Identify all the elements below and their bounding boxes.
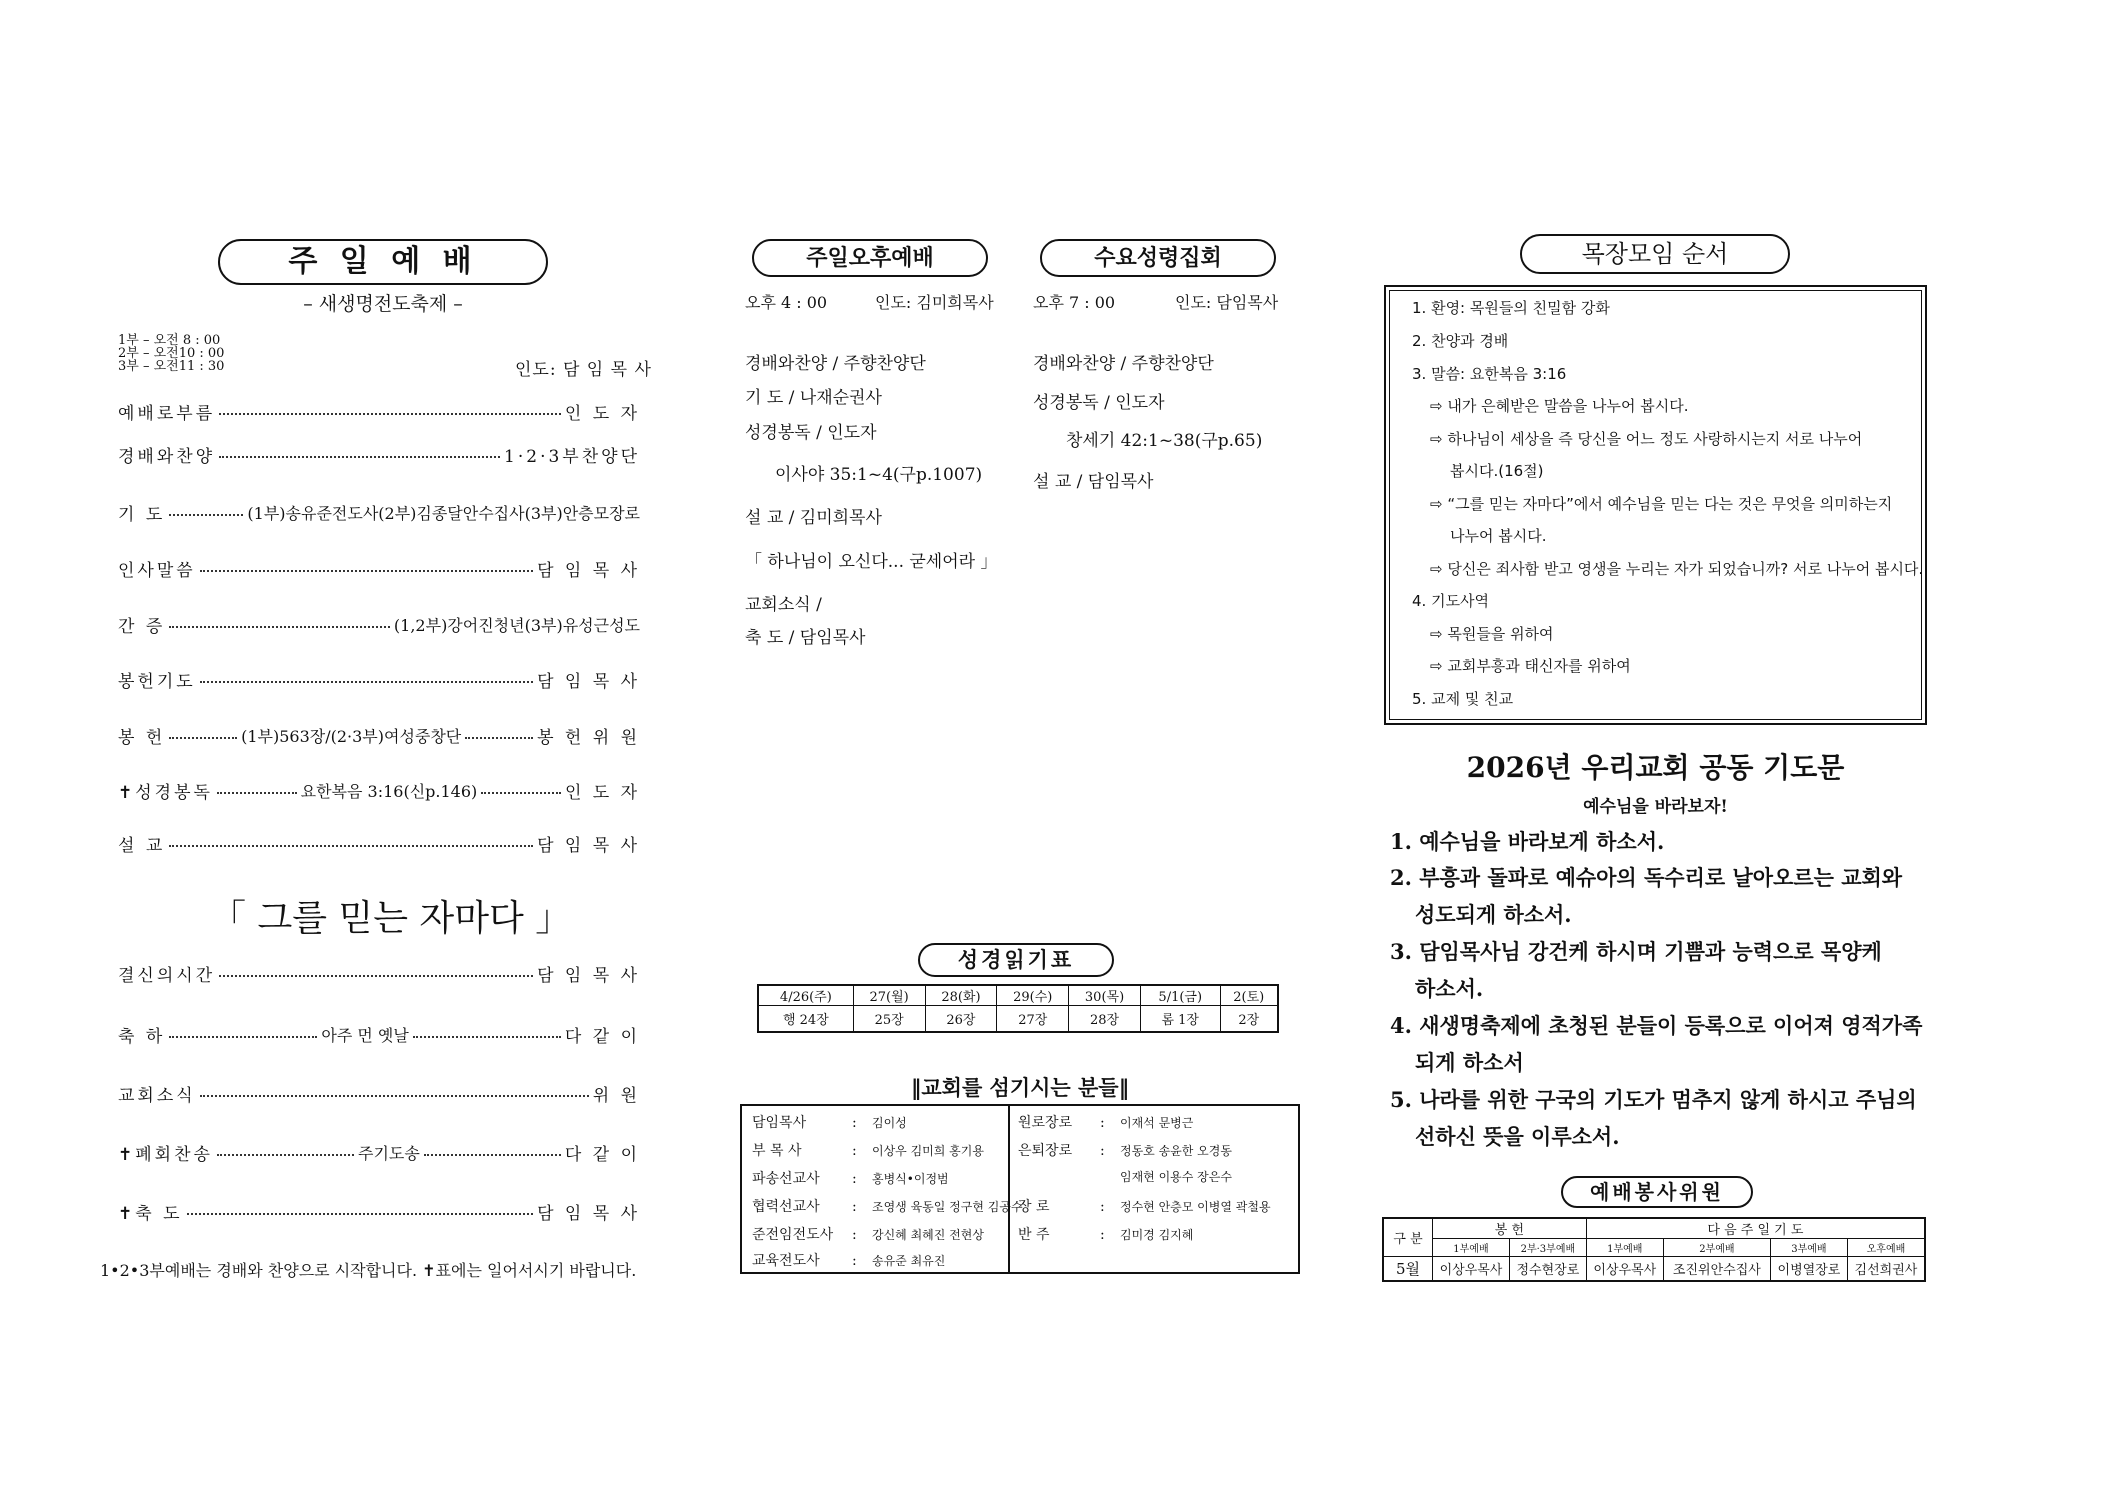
prayer-item: 3. 담임목사님 강건케 하시며 기쁨과 능력으로 목양케: [1390, 939, 1882, 964]
subhead: 오후예배: [1847, 1239, 1925, 1257]
order-label: 인사말씀: [118, 560, 196, 581]
leader-dots: [169, 1036, 317, 1038]
leader-dots: [219, 456, 500, 458]
order-middle: (1,2부)강어진청년(3부)유성근성도: [393, 615, 640, 635]
chapter-cell: 롬 1장: [1140, 1006, 1220, 1032]
afternoon-time: 오후 4 : 00: [745, 293, 828, 312]
order-label: 예배로부름: [118, 403, 216, 424]
cell-group-item: 3. 말씀: 요한복음 3:16: [1412, 365, 1567, 383]
staff-colon: :: [852, 1227, 857, 1243]
staff-row: [1018, 1224, 1193, 1244]
staff-row: [752, 1168, 949, 1188]
staff-row: [1018, 1140, 1232, 1160]
time-3: 3부 – 오전11 : 30: [118, 359, 225, 374]
leader-dots: [169, 845, 533, 847]
staff-names: 조영생 육동일 정구현 김공수: [872, 1200, 1023, 1214]
leader-dots: [219, 975, 533, 977]
staff-row: [1018, 1112, 1193, 1132]
staff-divider: [1008, 1106, 1010, 1272]
staff-role: 교육전도사: [752, 1253, 820, 1269]
staff-row: [752, 1224, 984, 1244]
leader-dots: [169, 514, 243, 516]
order-right: 위 원: [592, 1085, 640, 1106]
service-team-table: [1382, 1217, 1926, 1282]
order-label: 교회소식: [118, 1085, 196, 1106]
bible-reading-title: 성경읽기표: [918, 943, 1114, 977]
staff-colon: :: [1100, 1227, 1105, 1243]
staff-colon: :: [852, 1115, 857, 1131]
staff-role: 은퇴장로: [1018, 1143, 1073, 1159]
staff-names: 임재현 이용수 장은수: [1120, 1170, 1232, 1184]
time-1: 1부 – 오전 8 : 00: [118, 333, 221, 348]
wednesday-item: 설 교 / 담임목사: [1033, 472, 1154, 492]
wednesday-time: 오후 7 : 00: [1033, 293, 1116, 312]
staff-names: 송유준 최유진: [872, 1254, 946, 1268]
order-row: [118, 499, 640, 525]
afternoon-item: 「 하나님이 오신다... 굳세어라 」: [745, 552, 998, 572]
order-row: [118, 960, 640, 986]
cell-group-title: 목장모임 순서: [1520, 234, 1790, 274]
staff-role: 반 주: [1018, 1227, 1050, 1243]
sunday-subtitle: – 새생명전도축제 –: [303, 293, 463, 315]
bible-days-row: [758, 985, 1278, 1006]
day-cell: 27(월): [853, 985, 925, 1006]
staff-colon: :: [852, 1143, 857, 1159]
day-cell: 5/1(금): [1140, 985, 1220, 1006]
staff-box: [740, 1104, 1300, 1274]
order-middle: 아주 먼 옛날: [321, 1025, 409, 1045]
order-right: 담 임 목 사: [537, 560, 640, 581]
staff-role: 담임목사: [752, 1115, 807, 1131]
order-right: 봉 헌 위 원: [537, 727, 641, 748]
leader-dots: [169, 626, 390, 628]
cell-group-item: ⇨ 목원들을 위하여: [1430, 625, 1554, 643]
leader-dots: [169, 737, 237, 739]
chapter-cell: 26장: [925, 1006, 997, 1032]
order-label: 기 도: [118, 504, 166, 525]
cell-group-item: ⇨ 내가 은혜받은 말씀을 나누어 봅시다.: [1430, 397, 1689, 415]
cell-group-item: 5. 교제 및 친교: [1412, 690, 1514, 708]
staff-colon: :: [1100, 1199, 1105, 1215]
leader-dots: [217, 792, 297, 794]
order-row: [118, 1198, 640, 1224]
order-label: 간 증: [118, 616, 166, 637]
afternoon-item: 교회소식 /: [745, 595, 822, 615]
staff-names: 정동호 송윤한 오경동: [1120, 1144, 1232, 1158]
chapter-cell: 행 24장: [758, 1006, 853, 1032]
sunday-leader: 인도: 담 임 목 사: [515, 360, 652, 380]
prayer-item: 2. 부흥과 돌파로 예슈아의 독수리로 날아오르는 교회와: [1390, 865, 1903, 890]
leader-dots: [200, 570, 533, 572]
order-label: ✝성경봉독: [118, 782, 213, 803]
cell-group-item: ⇨ 당신은 죄사함 받고 영생을 누리는 자가 되었습니까? 서로 나누어 봅시다.: [1430, 560, 1924, 578]
order-row: [118, 1139, 640, 1165]
leader-dots: [465, 737, 533, 739]
day-cell: 2(토): [1220, 985, 1278, 1006]
cell-group-box: [1384, 285, 1927, 725]
sunday-footnote: 1•2•3부예배는 경배와 찬양으로 시작합니다. ✝표에는 일어서시기 바랍니다.: [100, 1261, 637, 1280]
prayer-item: 하소서.: [1415, 976, 1484, 1001]
order-label: 설 교: [118, 835, 166, 856]
name-cell: 정수현장로: [1509, 1257, 1586, 1281]
prayer-subtitle: 예수님을 바라보자!: [1583, 797, 1728, 817]
wednesday-item: 경배와찬양 / 주향찬양단: [1033, 354, 1214, 374]
order-right: 담 임 목 사: [537, 1203, 640, 1224]
cell-group-item: 나누어 봅시다.: [1450, 527, 1547, 545]
order-middle: (1부)563장/(2·3부)여성중창단: [241, 726, 462, 746]
leader-dots: [413, 1036, 561, 1038]
head-prayer: 다 음 주 일 기 도: [1586, 1218, 1925, 1239]
name-cell: 이병열장로: [1770, 1257, 1847, 1281]
month-cell: 5월: [1383, 1257, 1433, 1281]
head-gubun: 구 분: [1383, 1218, 1433, 1257]
sermon-title: 「 그를 믿는 자마다 」: [210, 898, 572, 939]
order-right: 담 임 목 사: [537, 965, 640, 986]
staff-row: [1018, 1196, 1271, 1216]
leader-dots: [187, 1213, 534, 1215]
service-head-row: [1383, 1218, 1925, 1239]
order-middle: 요한복음 3:16(신p.146): [300, 781, 478, 801]
name-cell: 이상우목사: [1586, 1257, 1663, 1281]
staff-role: 파송선교사: [752, 1171, 820, 1187]
wednesday-title: 수요성령집회: [1040, 239, 1276, 277]
day-cell: 28(화): [925, 985, 997, 1006]
afternoon-item: 축 도 / 담임목사: [745, 628, 866, 648]
order-row: [118, 777, 640, 803]
order-right: 다 같 이: [564, 1026, 640, 1047]
prayer-item: 선하신 뜻을 이루소서.: [1415, 1124, 1620, 1149]
order-label: 봉헌기도: [118, 671, 196, 692]
order-label: 축 하: [118, 1026, 166, 1047]
name-cell: 조진위안수집사: [1663, 1257, 1770, 1281]
order-row: [118, 398, 640, 424]
order-label: 봉 헌: [118, 727, 166, 748]
prayer-item: 성도되게 하소서.: [1415, 902, 1572, 927]
staff-row: [1018, 1168, 1232, 1185]
order-row: [118, 1080, 640, 1106]
order-row: [118, 611, 640, 637]
cell-group-item: ⇨ 교회부흥과 태신자를 위하여: [1430, 657, 1631, 675]
order-right: 인 도 자: [564, 403, 640, 424]
order-right: 담 임 목 사: [537, 671, 640, 692]
prayer-item: 되게 하소서: [1415, 1050, 1524, 1075]
name-cell: 김선희권사: [1847, 1257, 1925, 1281]
service-names-row: [1383, 1257, 1925, 1281]
afternoon-item: 경배와찬양 / 주향찬양단: [745, 354, 926, 374]
staff-row: [752, 1140, 984, 1160]
bible-chapters-row: [758, 1006, 1278, 1032]
staff-names: 강신혜 최혜진 전현상: [872, 1228, 984, 1242]
staff-names: 정수현 안층모 이병열 곽철용: [1120, 1200, 1271, 1214]
order-right: 1·2·3부찬양단: [504, 446, 640, 467]
chapter-cell: 27장: [997, 1006, 1069, 1032]
order-row: [118, 1021, 640, 1047]
cell-group-item: 봅시다.(16절): [1450, 462, 1544, 480]
staff-row: [752, 1196, 1023, 1216]
chapter-cell: 25장: [853, 1006, 925, 1032]
staff-names: 이상우 김미희 홍기용: [872, 1144, 984, 1158]
leader-dots: [200, 681, 533, 683]
prayer-item: 1. 예수님을 바라보게 하소서.: [1390, 829, 1665, 854]
subhead: 3부예배: [1770, 1239, 1847, 1257]
time-2: 2부 – 오전10 : 00: [118, 346, 225, 361]
sunday-title: 주 일 예 배: [218, 239, 548, 285]
afternoon-item: 이사야 35:1~4(구p.1007): [775, 465, 983, 485]
afternoon-leader: 인도: 김미희목사: [875, 293, 994, 312]
chapter-cell: 28장: [1069, 1006, 1141, 1032]
subhead: 2부·3부예배: [1509, 1239, 1586, 1257]
wednesday-item: 창세기 42:1~38(구p.65): [1066, 431, 1263, 451]
bible-reading-table: [757, 984, 1279, 1033]
day-cell: 30(목): [1069, 985, 1141, 1006]
subhead: 1부예배: [1433, 1239, 1510, 1257]
order-label: ✝축 도: [118, 1203, 183, 1224]
order-middle: 주기도송: [358, 1143, 420, 1163]
order-row: [118, 441, 640, 467]
service-team-title: 예배봉사위원: [1561, 1176, 1753, 1208]
prayer-title: 2026년 우리교회 공동 기도문: [1466, 751, 1845, 784]
afternoon-item: 설 교 / 김미희목사: [745, 508, 882, 528]
staff-role: 부 목 사: [752, 1143, 802, 1159]
service-subhead-row: [1383, 1239, 1925, 1257]
cell-group-item: 1. 환영: 목원들의 친밀함 강화: [1412, 299, 1610, 317]
staff-colon: :: [852, 1171, 857, 1187]
subhead: 2부예배: [1663, 1239, 1770, 1257]
leader-dots: [217, 1154, 354, 1156]
staff-names: 이재석 문병근: [1120, 1116, 1194, 1130]
staff-row: [752, 1112, 907, 1132]
cell-group-item: ⇨ 하나님이 세상을 즉 당신을 어느 정도 사랑하시는지 서로 나누어: [1430, 430, 1863, 448]
afternoon-item: 기 도 / 나재순권사: [745, 388, 882, 408]
order-label: 경배와찬양: [118, 446, 216, 467]
staff-row: [752, 1250, 945, 1270]
order-row: [118, 830, 640, 856]
leader-dots: [481, 792, 561, 794]
leader-dots: [200, 1095, 589, 1097]
head-offering: 봉 헌: [1433, 1218, 1587, 1239]
order-right: 인 도 자: [564, 782, 641, 803]
staff-colon: :: [852, 1253, 857, 1269]
afternoon-title: 주일오후예배: [752, 239, 988, 277]
wednesday-item: 성경봉독 / 인도자: [1033, 393, 1165, 413]
prayer-item: 5. 나라를 위한 구국의 기도가 멈추지 않게 하시고 주님의: [1390, 1087, 1917, 1112]
order-label: ✝폐회찬송: [118, 1144, 213, 1165]
order-label: 결신의시간: [118, 965, 216, 986]
leader-dots: [219, 413, 561, 415]
staff-role: 협력선교사: [752, 1199, 820, 1215]
staff-role: 원로장로: [1018, 1115, 1073, 1131]
staff-names: 김미경 김지혜: [1120, 1228, 1194, 1242]
leader-dots: [424, 1154, 561, 1156]
staff-role: 준전임전도사: [752, 1227, 834, 1243]
day-cell: 4/26(주): [758, 985, 853, 1006]
cell-group-item: 2. 찬양과 경배: [1412, 332, 1509, 350]
subhead: 1부예배: [1586, 1239, 1663, 1257]
wednesday-leader: 인도: 담임목사: [1175, 293, 1279, 312]
order-middle: (1부)송유준전도사(2부)김종달안수집사(3부)안층모장로: [247, 503, 640, 523]
order-right: 다 같 이: [564, 1144, 640, 1165]
order-row: [118, 666, 640, 692]
order-row: [118, 555, 640, 581]
day-cell: 29(수): [997, 985, 1069, 1006]
staff-names: 김이성: [872, 1116, 907, 1130]
prayer-item: 4. 새생명축제에 초청된 분들이 등록으로 이어져 영적가족: [1390, 1013, 1923, 1038]
chapter-cell: 2장: [1220, 1006, 1278, 1032]
staff-colon: :: [1100, 1143, 1105, 1159]
service-times: [118, 334, 224, 373]
staff-role: 장 로: [1018, 1199, 1050, 1215]
staff-title: ‖교회를 섬기시는 분들‖: [910, 1075, 1130, 1100]
cell-group-item: 4. 기도사역: [1412, 592, 1490, 610]
order-right: 담 임 목 사: [537, 835, 640, 856]
staff-colon: :: [852, 1199, 857, 1215]
afternoon-item: 성경봉독 / 인도자: [745, 423, 877, 443]
order-row: [118, 722, 640, 748]
name-cell: 이상우목사: [1433, 1257, 1510, 1281]
cell-group-item: ⇨ “그를 믿는 자마다”에서 예수님을 믿는 다는 것은 무엇을 의미하는지: [1430, 495, 1893, 513]
staff-colon: :: [1100, 1115, 1105, 1131]
staff-names: 홍병식•이정범: [872, 1172, 949, 1186]
